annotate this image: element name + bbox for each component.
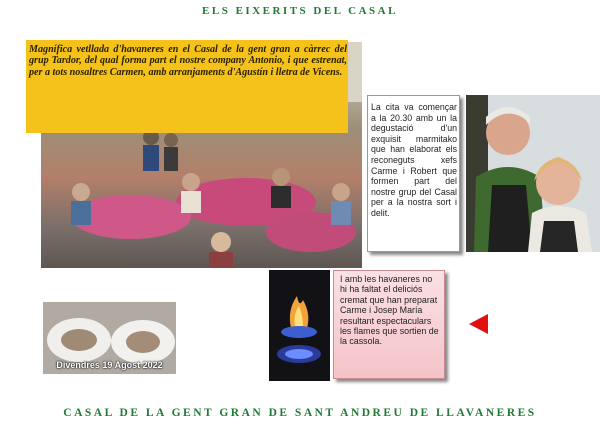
chefs-photo xyxy=(466,95,600,252)
dinner-description-text: La cita va començar a la 20.30 amb un la degustació d'un exquisit marmitako que han elaborat els reconeguts xefs Carme i Robert que formen part del nostre grup del Casal per a la nostra sort i delit. xyxy=(371,102,457,218)
dinner-description-box xyxy=(367,95,460,252)
page-title: ELS EIXERITS DEL CASAL xyxy=(202,5,398,17)
event-caption: Magnífica vetllada d'havaneres en el Casal de la gent gran a càrrec del grup Tardor, del qual forma part el nostre company Antonio, i que estrenat, per a tots nosaltres Carmen, amb arranjaments d'Agustín i lletra de Vicens. xyxy=(29,44,347,78)
event-date-label: Divendres 19 Agost 2022 xyxy=(56,360,163,370)
footer-title: CASAL DE LA GENT GRAN DE SANT ANDREU DE LLAVANERES xyxy=(63,407,537,419)
cremat-flame-photo xyxy=(269,270,330,381)
cremat-description-text: I amb les havaneres no hi ha faltat el deliciós cremat que han preparat Carme i Josep María resultant espectaculars les flames que sortien de la cassola. xyxy=(340,274,439,347)
cremat-description-box xyxy=(333,270,445,379)
red-arrow-icon xyxy=(469,314,488,334)
